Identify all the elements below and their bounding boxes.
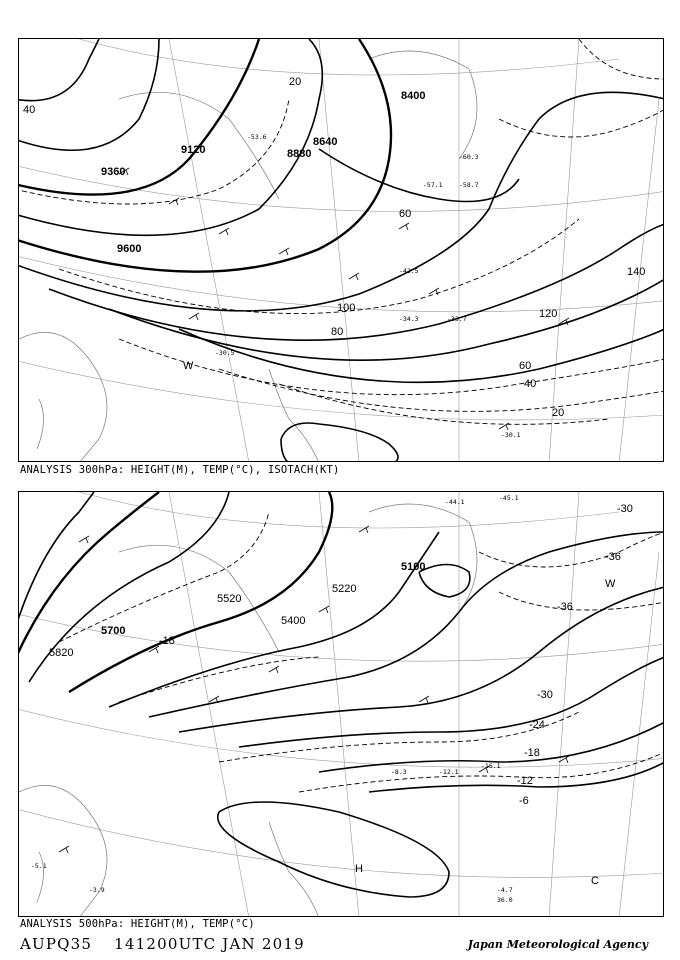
obs-temp: -60.3 — [459, 153, 479, 161]
warm-symbol: W — [605, 578, 616, 590]
isotach-label: 20 — [552, 407, 565, 419]
coastlines — [19, 51, 477, 462]
obs-temp: -4.7 — [497, 886, 513, 894]
obs-temp: -8.3 — [391, 768, 407, 776]
height-label: 8400 — [401, 90, 426, 102]
isotherm-label: -30 — [617, 503, 633, 515]
isotherm-label: -12 — [517, 775, 533, 787]
high-symbol: H — [355, 863, 363, 875]
warm-symbol: W — [183, 360, 194, 372]
wind-barbs — [59, 526, 569, 853]
obs-temp: -45.1 — [499, 494, 519, 502]
isotherm-label: -36 — [557, 601, 573, 613]
isotach-lines — [19, 39, 664, 424]
latlon-grid — [19, 39, 664, 462]
isotach-label: 80 — [331, 326, 344, 338]
chart-code: AUPQ35 — [20, 935, 93, 953]
chart-500hpa — [18, 491, 664, 917]
height-label: 8640 — [313, 136, 338, 148]
obs-temp: -3.9 — [89, 886, 105, 894]
obs-temp: -30.5 — [215, 349, 235, 357]
obs-temp: -30.1 — [501, 431, 521, 439]
closed-contour-high — [218, 802, 449, 897]
obs-temp: -42.5 — [399, 267, 419, 275]
obs-temp: -53.6 — [247, 133, 267, 141]
chart-300hpa — [18, 38, 664, 462]
chart-500hpa-map — [19, 492, 664, 917]
isotherm-label: -30 — [537, 689, 553, 701]
chart-300hpa-map — [19, 39, 664, 462]
height-label: 9600 — [117, 243, 142, 255]
height-label: 5400 — [281, 615, 306, 627]
isotach-label: 140 — [627, 266, 646, 278]
isotach-label: 40 — [23, 104, 36, 116]
obs-temp: -58.7 — [459, 181, 479, 189]
isotach-label: 100 — [337, 302, 356, 314]
obs-temp: -33.7 — [447, 315, 467, 323]
height-label: 9360 — [101, 166, 126, 178]
isotach-label: 20 — [289, 76, 302, 88]
height-label: 5700 — [101, 625, 126, 637]
height-contours — [19, 492, 664, 792]
obs-temp: -12.1 — [439, 768, 459, 776]
height-label: 5820 — [49, 647, 74, 659]
valid-time: 141200UTC JAN 2019 — [114, 935, 305, 953]
isotach-label: 120 — [539, 308, 558, 320]
obs-temp: -44.1 — [445, 498, 465, 506]
height-label: 5100 — [401, 561, 426, 573]
obs-temp: -34.3 — [399, 315, 419, 323]
cold-symbol: C — [591, 875, 599, 887]
isotherm-label: -24 — [529, 719, 545, 731]
caption-500hpa: ANALYSIS 500hPa: HEIGHT(M), TEMP(°C) — [20, 918, 255, 930]
isotherm-label: -18 — [159, 635, 175, 647]
agency-name: Japan Meteorological Agency — [467, 938, 648, 951]
height-label: 5520 — [217, 593, 242, 605]
closed-isotach — [281, 423, 398, 462]
height-label: 9120 — [181, 144, 206, 156]
obs-temp: -57.1 — [423, 181, 443, 189]
isotherm-label: -18 — [524, 747, 540, 759]
height-label: 5220 — [332, 583, 357, 595]
isotherm-label: -36 — [605, 551, 621, 563]
obs-temp: 36.0 — [497, 896, 513, 904]
caption-300hpa: ANALYSIS 300hPa: HEIGHT(M), TEMP(°C), ISOTACH(KT) — [20, 464, 340, 476]
isotach-label: 40 — [524, 378, 537, 390]
height-label: 8880 — [287, 148, 312, 160]
obs-temp: -16.1 — [481, 762, 501, 770]
obs-temp: -5.1 — [31, 862, 47, 870]
isotach-label: 60 — [519, 360, 532, 372]
isotach-label: 60 — [399, 208, 412, 220]
isotherm-label: -6 — [519, 795, 529, 807]
chart-identifier — [20, 935, 327, 953]
